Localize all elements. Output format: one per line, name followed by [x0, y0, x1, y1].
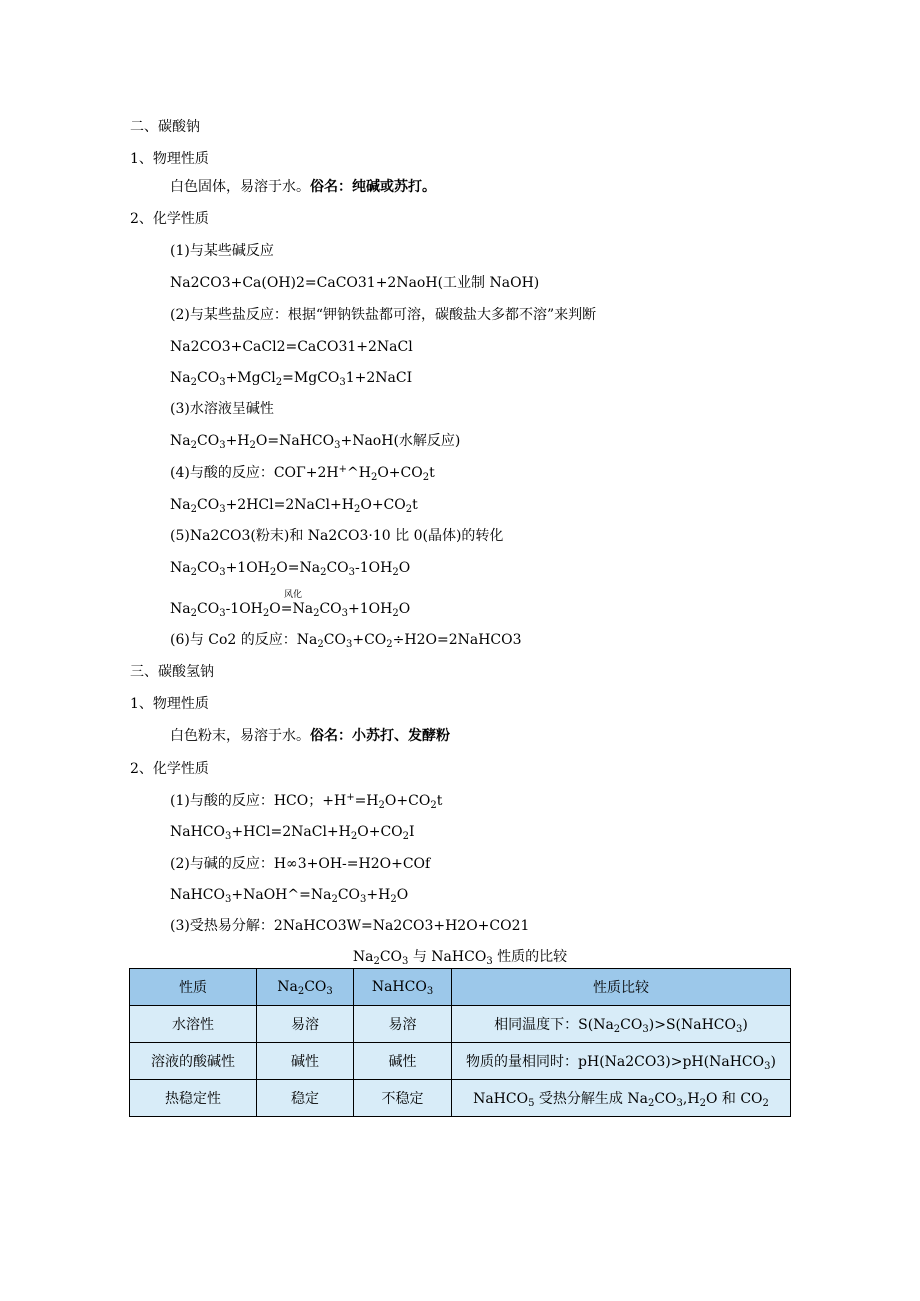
- section-title-sodium-carbonate: 二、碳酸钠: [130, 119, 200, 135]
- bicarb-reaction-2-prefix: (2)与碱的反应：: [170, 856, 274, 872]
- reaction-6: (6)与 Co2 的反应：$Na_2CO_3+CO_2\div H2O=2NaHCO3$: [170, 632, 522, 650]
- header-na2co3: $Na_2CO_3$: [257, 969, 354, 1006]
- reaction-2-equation-2: $Na_2CO_3+MgCl_2=MgCO_31+2NaCI$: [170, 370, 413, 388]
- reaction-2-title: (2)与某些盐反应：根据“钾钠铁盐都可溶，碳酸盐大多都不溶”来判断: [170, 307, 597, 323]
- comparison-prefix: 受热分解生成: [538, 1091, 623, 1107]
- chemical-properties-title: 2、化学性质: [130, 211, 209, 227]
- common-name-2: 俗名：小苏打、发酵粉: [310, 728, 450, 744]
- reaction-6-prefix: (6)与 Co2 的反应：: [170, 632, 297, 648]
- header-comparison: 性质比较: [452, 969, 791, 1006]
- comparison-prefix: 相同温度下：: [494, 1017, 579, 1033]
- cell-nahco3: 碱性: [354, 1043, 452, 1080]
- physical-properties-text-2: [170, 727, 450, 745]
- reaction-3-equation: $Na_2CO_3+H_2O=NaHCO_3+NaoH$(水解反应): [170, 433, 461, 451]
- cell-comparison: NaHCO$_5$ 受热分解生成 $Na_2CO_3,H_2O$ 和 $CO_2$: [452, 1080, 791, 1117]
- cell-na2co3: 稳定: [257, 1080, 354, 1117]
- reaction-4-title: (4)与酸的反应：$CO\Gamma+2H^+\^{}H_2O+CO_2t$: [170, 464, 435, 483]
- cell-property: 热稳定性: [130, 1080, 257, 1117]
- table-row: [130, 1043, 791, 1080]
- cell-comparison: 相同温度下：$S(Na_2CO_3)>S(NaHCO_3)$: [452, 1006, 791, 1043]
- bicarb-reaction-1-prefix: (1)与酸的反应：: [170, 793, 274, 809]
- table-row: [130, 1080, 791, 1117]
- hydrolysis-note: (水解反应): [393, 433, 461, 449]
- cell-comparison: 物质的量相同时：pH(Na2CO3)>pH(NaHCO$_3$): [452, 1043, 791, 1080]
- cell-nahco3: 不稳定: [354, 1080, 452, 1117]
- table-header-row: [130, 969, 791, 1006]
- header-nahco3: NaHCO$_3$: [354, 969, 452, 1006]
- reaction-1-title: (1)与某些碱反应: [170, 243, 274, 259]
- comparison-table: [129, 968, 791, 1117]
- reaction-5-title: (5)Na2CO3(粉末)和 Na2CO3·10 比 0(晶体)的转化: [170, 528, 504, 544]
- reaction-1-equation: [170, 274, 539, 292]
- cell-nahco3: 易溶: [354, 1006, 452, 1043]
- equation-note: (工业制 NaOH): [437, 275, 540, 291]
- table-row: [130, 1006, 791, 1043]
- common-name: 俗名：纯碱或苏打。: [310, 179, 436, 195]
- caption-suffix: 性质的比较: [497, 949, 568, 965]
- bicarb-reaction-2-eq: H∞3+OH-=H2O+COf: [273, 856, 431, 872]
- cell-na2co3: 易溶: [257, 1006, 354, 1043]
- reaction-3-title: (3)水溶液呈碱性: [170, 401, 274, 417]
- reaction-5-equation-2: $Na_2CO_3-1OH_2O=Na_2CO_3+1OH_2O$: [170, 601, 411, 619]
- cell-property: 溶液的酸碱性: [130, 1043, 257, 1080]
- reaction-2-equation-1: Na2CO3+CaCl2=CaCO31+2NaCl: [170, 339, 413, 355]
- cell-property: 水溶性: [130, 1006, 257, 1043]
- reaction-4-prefix: (4)与酸的反应：: [170, 465, 274, 481]
- section-title-sodium-bicarbonate: 三、碳酸氢钠: [130, 664, 214, 680]
- bicarb-reaction-1: (1)与酸的反应：HCO；$+H^+=H_2O+CO_2t$: [170, 792, 443, 811]
- cell-na2co3: 碱性: [257, 1043, 354, 1080]
- bicarb-reaction-1-equation: $NaHCO_3+HCl=2NaCl+H_2O+CO_2I$: [170, 824, 415, 842]
- weathering-annotation: 风化: [284, 590, 303, 600]
- table-caption: $Na_2CO_3$ 与 NaHCO$_3$ 性质的比较: [352, 949, 568, 967]
- reaction-5-equation-1: $Na_2CO_3+1OH_2O=Na_2CO_3-1OH_2O$: [170, 560, 411, 578]
- physical-text: 白色固体，易溶于水。: [170, 179, 310, 195]
- physical-properties-title-2: 1、物理性质: [130, 696, 209, 712]
- reaction-4-equation: $Na_2CO_3+2HCl=2NaCl+H_2O+CO_2t$: [170, 497, 418, 515]
- comparison-prefix: 物质的量相同时：: [466, 1054, 579, 1070]
- bicarb-reaction-2-equation: $NaHCO_3+NaOH\^{}=Na_2CO_3+H_2O$: [170, 887, 409, 905]
- physical-properties-text: [170, 178, 436, 196]
- bicarb-reaction-3: (3)受热易分解：2NaHCO3W=Na2CO3+H2O+CO21: [170, 918, 530, 934]
- physical-text-2: 白色粉末，易溶于水。: [170, 728, 310, 744]
- physical-properties-title: 1、物理性质: [130, 151, 209, 167]
- bicarb-reaction-2: [170, 855, 430, 873]
- chemical-properties-title-2: 2、化学性质: [130, 761, 209, 777]
- equation-text: Na2CO3+Ca(OH)2=CaCO31+2NaoH: [170, 275, 438, 291]
- header-property: 性质: [130, 969, 257, 1006]
